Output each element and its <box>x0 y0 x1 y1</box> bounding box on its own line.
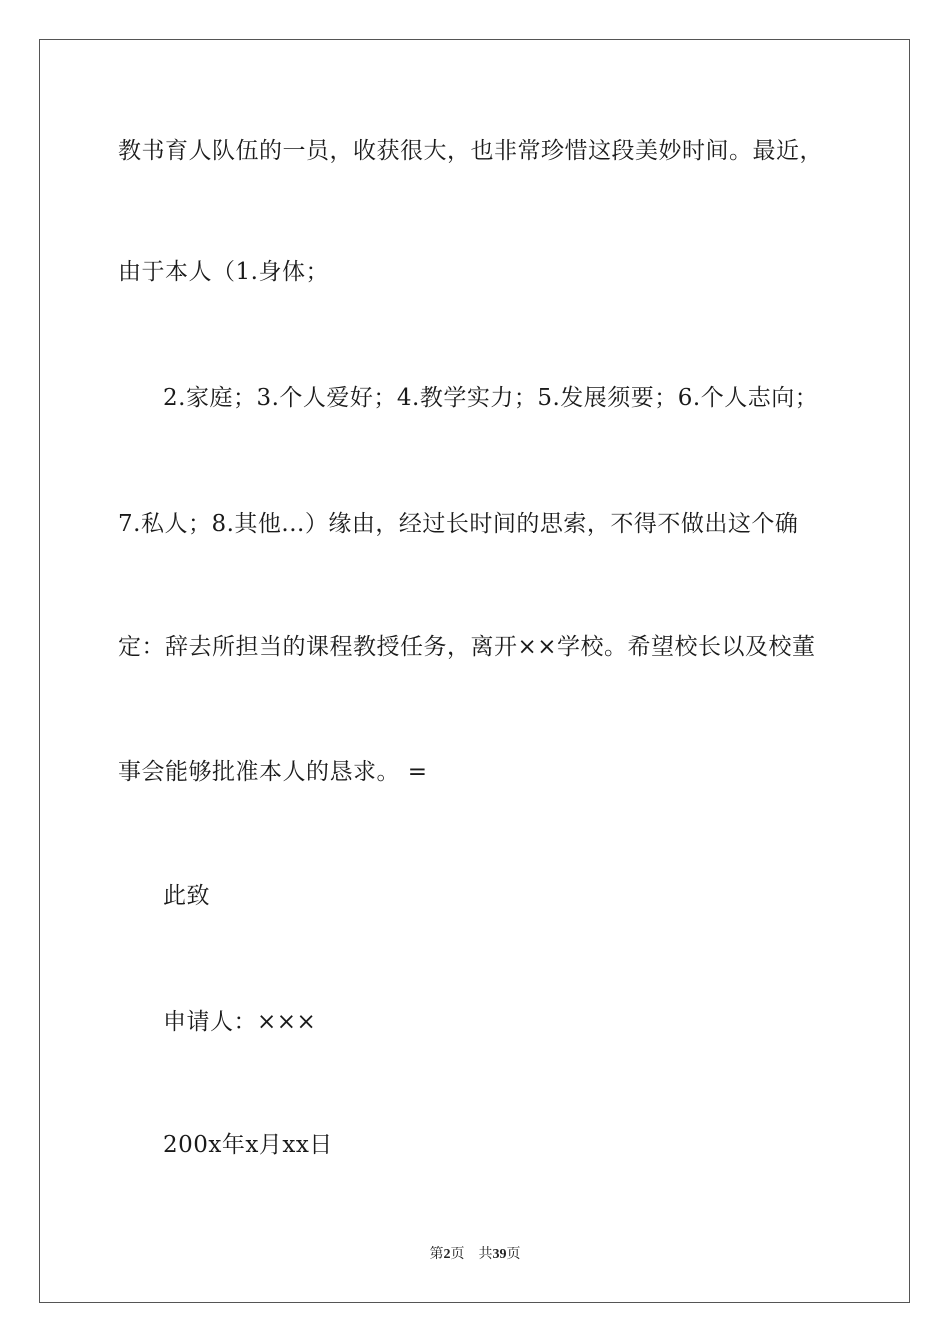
body-line-4: 7.私人；8.其他...）缘由，经过长时间的思索，不得不做出这个确 <box>118 511 799 537</box>
footer-total-prefix: 共 <box>478 1247 493 1262</box>
page-footer <box>0 1246 950 1264</box>
closing-salutation: 此致 <box>163 883 210 909</box>
footer-page-suffix: 页 <box>450 1247 465 1262</box>
body-line-1: 教书育人队伍的一员，收获很大，也非常珍惜这段美妙时间。最近， <box>118 138 823 164</box>
footer-total-suffix: 页 <box>506 1247 521 1262</box>
body-line-6: 事会能够批准本人的恳求。 = <box>118 759 428 785</box>
body-line-5: 定：辞去所担当的课程教授任务，离开××学校。希望校长以及校董 <box>118 634 816 660</box>
page-border <box>39 39 910 1303</box>
body-line-2: 由于本人（1.身体； <box>118 259 329 285</box>
body-line-3: 2.家庭；3.个人爱好；4.教学实力；5.发展须要；6.个人志向； <box>163 385 819 411</box>
applicant-signature: 申请人：××× <box>163 1009 317 1035</box>
footer-total-pages: 39 <box>492 1247 507 1262</box>
footer-page-number: 2 <box>443 1247 451 1262</box>
footer-page-prefix: 第 <box>429 1247 444 1262</box>
application-date: 200x年x月xx日 <box>163 1132 333 1158</box>
